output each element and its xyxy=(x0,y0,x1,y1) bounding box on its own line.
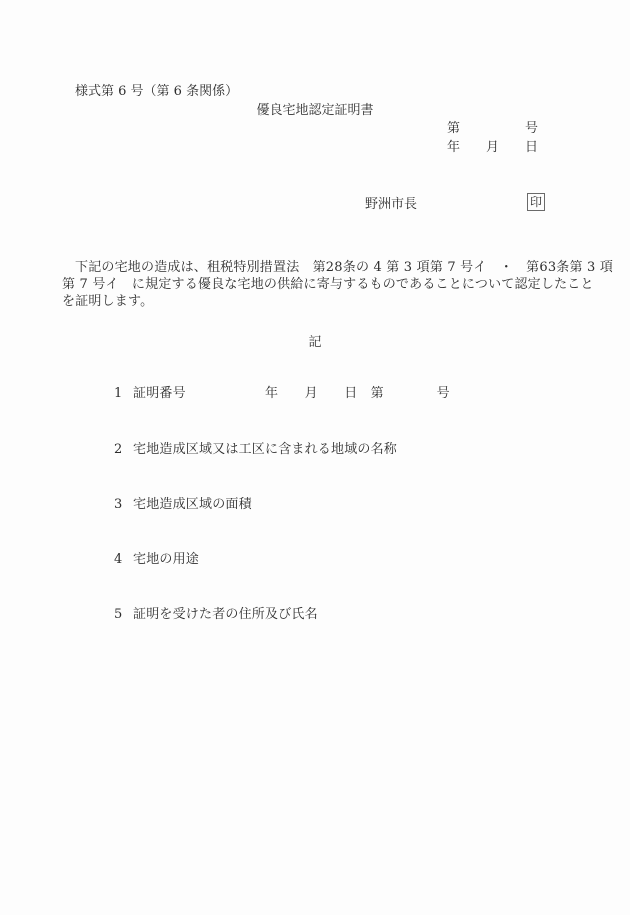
item-label: 宅地の用途 xyxy=(133,552,200,568)
item-label: 証明番号 年 月 日 第 号 xyxy=(133,386,450,402)
item-number: 4 xyxy=(114,552,123,568)
body-line: を証明します。 xyxy=(62,294,154,310)
page-title: 優良宅地認定証明書 xyxy=(256,103,374,118)
issuer-name: 野洲市長 xyxy=(365,197,418,212)
item-number: 2 xyxy=(114,441,123,457)
list-heading: 記 xyxy=(308,335,322,350)
form-number: 様式第 6 号（第 6 条関係） xyxy=(75,84,239,99)
official-seal-box: 印 xyxy=(527,193,545,211)
certificate-number-line: 第 号 xyxy=(447,121,539,136)
list-item xyxy=(88,477,450,532)
item-label: 宅地造成区域又は工区に含まれる地域の名称 xyxy=(133,441,398,457)
body-paragraph xyxy=(62,259,613,311)
item-label: 宅地造成区域の面積 xyxy=(133,496,252,512)
list-item xyxy=(88,588,450,643)
items-list xyxy=(88,367,450,643)
item-number: 3 xyxy=(114,496,123,512)
issuer-row xyxy=(365,193,545,212)
issue-date-line: 年 月 日 xyxy=(447,140,539,155)
list-item xyxy=(88,422,450,477)
list-item xyxy=(88,533,450,588)
item-number: 1 xyxy=(114,386,123,402)
body-line: 下記の宅地の造成は、租税特別措置法 第28条の 4 第 3 項第 7 号イ ・ 第63条第 3 項 xyxy=(75,260,614,275)
body-line: 第 7 号イ に規定する優良な宅地の供給に寄与するものであることについて認定したこと xyxy=(62,277,594,293)
list-item xyxy=(88,367,450,422)
item-label: 証明を受けた者の住所及び氏名 xyxy=(133,607,318,623)
item-number: 5 xyxy=(114,607,123,623)
